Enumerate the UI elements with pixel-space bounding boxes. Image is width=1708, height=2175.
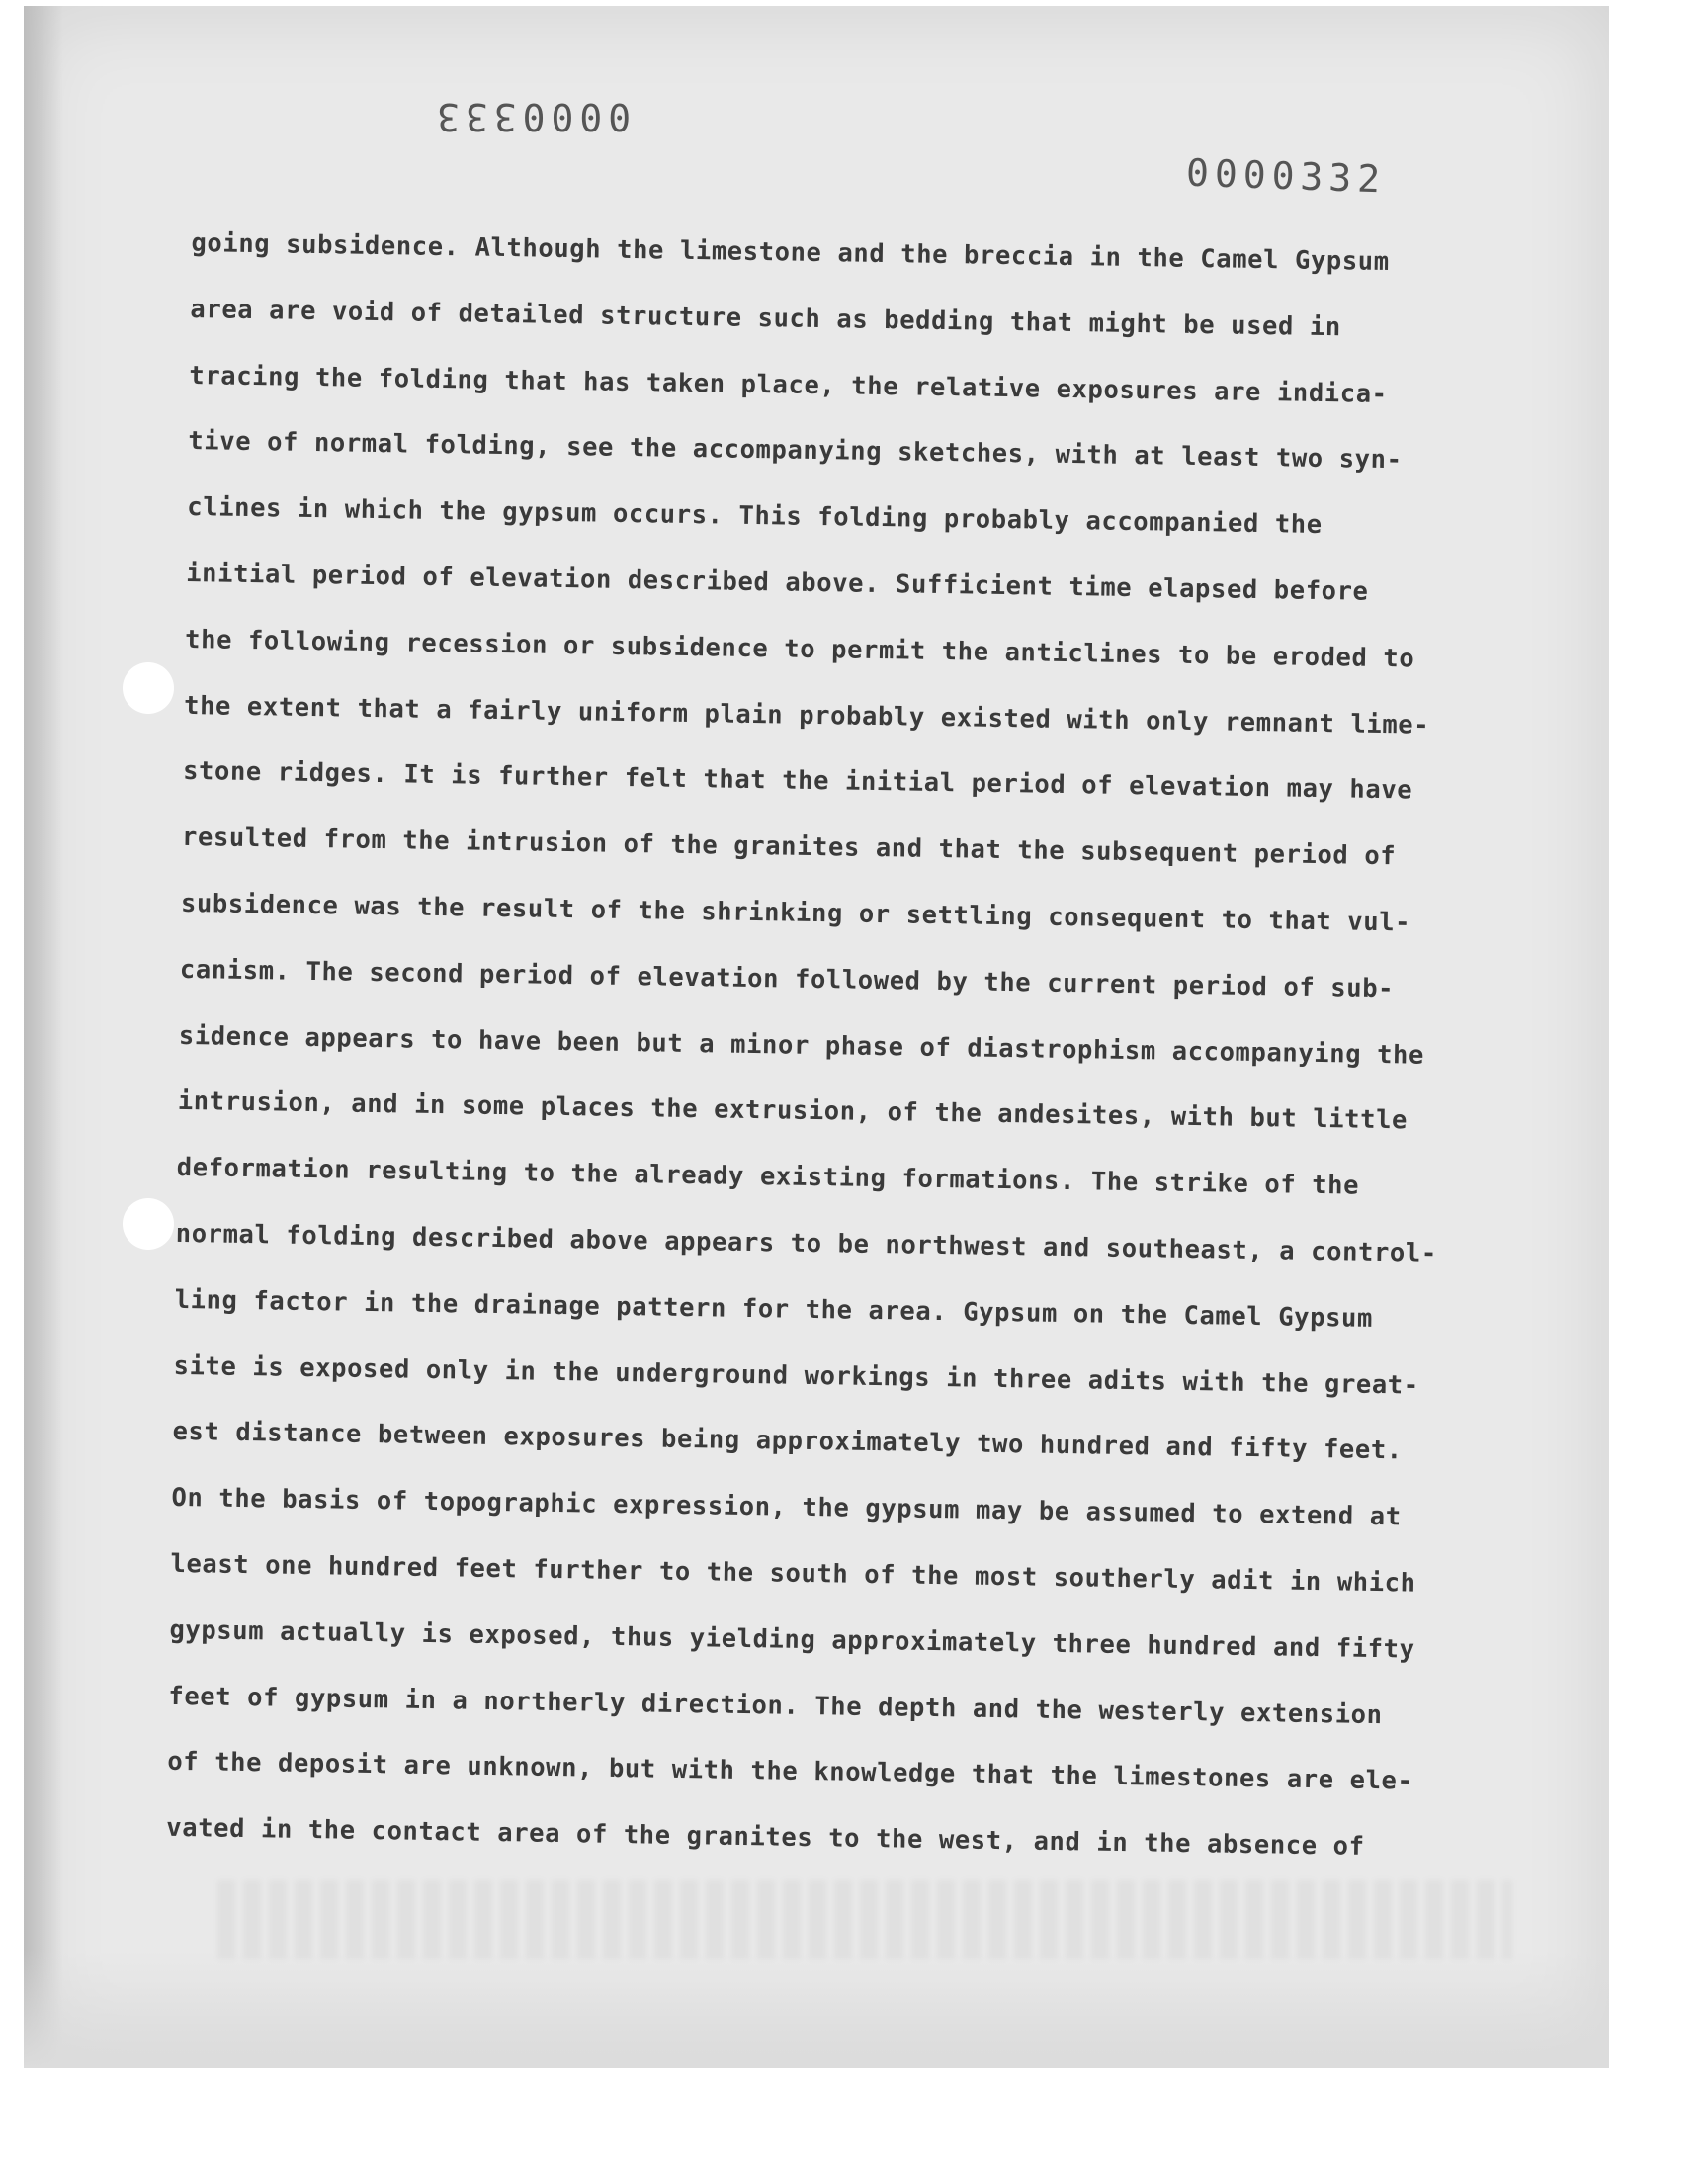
text-line: the following recession or subsidence to permit the anticlines to be eroded to bbox=[184, 624, 1415, 674]
text-line: est distance between exposures being approximately two hundred and fifty feet. bbox=[172, 1417, 1403, 1466]
text-line: On the basis of topographic expression, the gypsum may be assumed to extend at bbox=[171, 1482, 1402, 1532]
text-line: tive of normal folding, see the accompanying sketches, with at least two syn- bbox=[188, 426, 1403, 476]
text-line: normal folding described above appears to be northwest and southeast, a control- bbox=[175, 1218, 1438, 1268]
page-number-stamp: 0000332 bbox=[1185, 150, 1387, 202]
text-line: going subsidence. Although the limestone and the breccia in the Camel Gypsum bbox=[191, 227, 1390, 278]
text-line: intrusion, and in some places the extrusion, of the andesites, with but little bbox=[177, 1087, 1409, 1136]
text-line: least one hundred feet further to the south of the most southerly adit in which bbox=[170, 1548, 1416, 1599]
text-line: area are void of detailed structure such as bedding that might be used in bbox=[190, 294, 1342, 343]
text-line: the extent that a fairly uniform plain probably existed with only remnant lime- bbox=[183, 690, 1430, 740]
text-line: deformation resulting to the already existing formations. The strike of the bbox=[176, 1153, 1360, 1201]
text-line: site is exposed only in the underground workings in three adits with the great- bbox=[173, 1350, 1419, 1401]
text-line: canism. The second period of elevation followed by the current period of sub- bbox=[179, 954, 1395, 1003]
text-line: of the deposit are unknown, but with the knowledge that the limestones are ele- bbox=[167, 1747, 1413, 1796]
body-text bbox=[166, 211, 1566, 1883]
text-line: vated in the contact area of the granites to the west, and in the absence of bbox=[166, 1812, 1365, 1862]
document-page bbox=[24, 6, 1609, 2068]
text-line: stone ridges. It is further felt that the initial period of elevation may have bbox=[182, 756, 1413, 806]
punch-hole-upper bbox=[123, 662, 174, 714]
text-line: ling factor in the drainage pattern for the area. Gypsum on the Camel Gypsum bbox=[174, 1284, 1374, 1334]
text-line: resulted from the intrusion of the granites and that the subsequent period of bbox=[181, 823, 1397, 872]
text-line: feet of gypsum in a northerly direction. The depth and the westerly extension bbox=[168, 1681, 1383, 1730]
faded-bleed-through bbox=[217, 1880, 1512, 1959]
text-line: sidence appears to have been but a minor phase of diastrophism accompanying the bbox=[178, 1020, 1425, 1071]
page-number-stamp-inverted: 0000333 bbox=[431, 95, 632, 138]
text-line: clines in which the gypsum occurs. This folding probably accompanied the bbox=[187, 492, 1323, 541]
punch-hole-lower bbox=[123, 1198, 174, 1250]
text-line: gypsum actually is exposed, thus yielding approximately three hundred and fifty bbox=[169, 1614, 1415, 1665]
text-line: initial period of elevation described above. Sufficient time elapsed before bbox=[186, 558, 1369, 607]
text-line: tracing the folding that has taken place, the relative exposures are indica- bbox=[189, 360, 1388, 409]
text-line: subsidence was the result of the shrinking or settling consequent to that vul- bbox=[180, 888, 1411, 938]
